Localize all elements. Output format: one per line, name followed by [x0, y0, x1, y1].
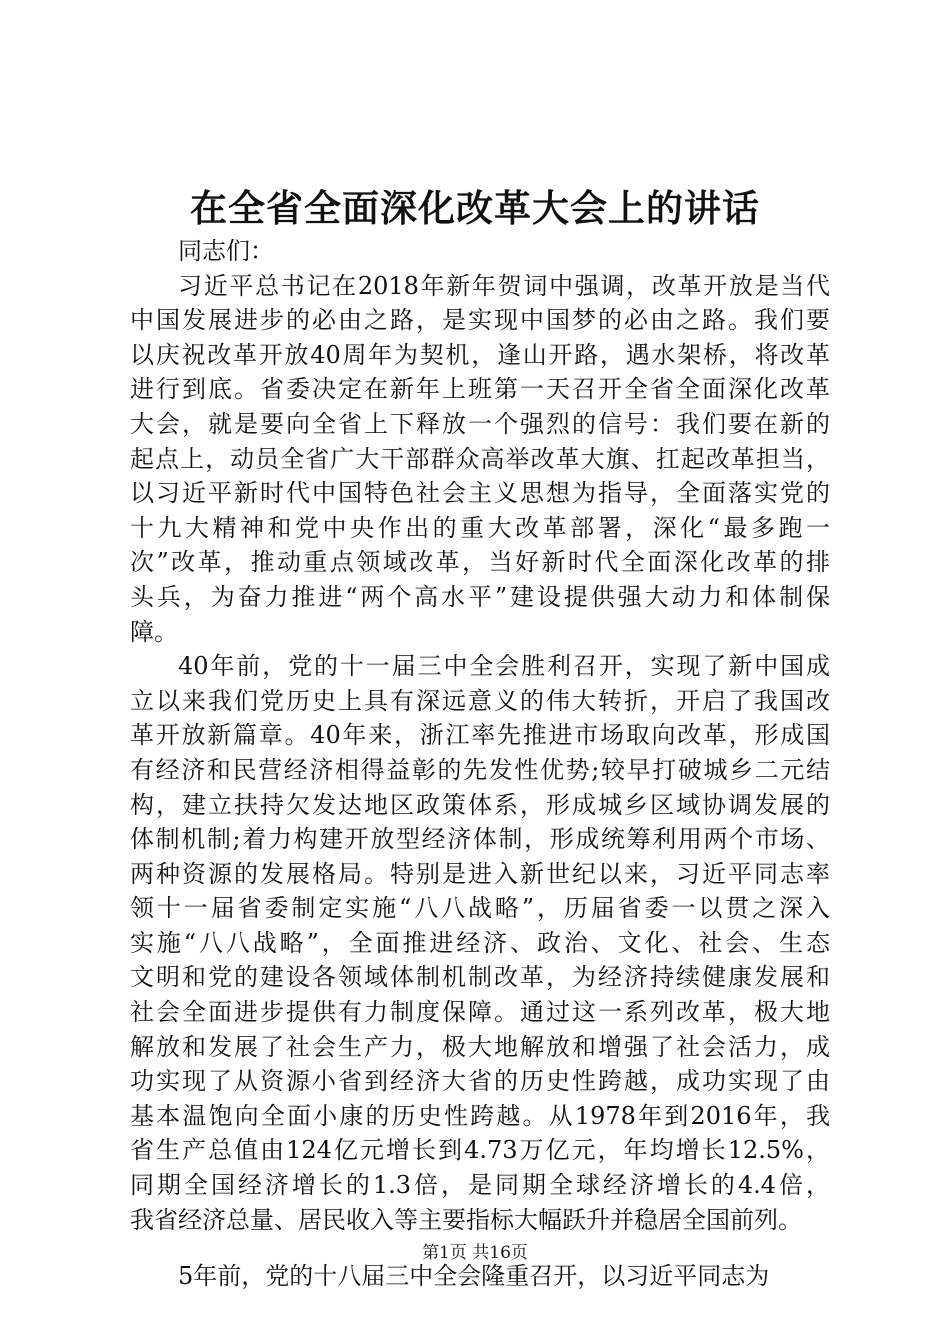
text-line: 习近平总书记在2018年新年贺词中强调，改革开放是当代 — [178, 271, 830, 300]
text-line: 进行到底。省委决定在新年上班第一天召开全省全面深化改革 — [130, 375, 830, 404]
paragraph-1 — [130, 269, 830, 650]
text-line: 体制机制;着力构建开放型经济体制，形成统筹利用两个市场、 — [130, 825, 830, 854]
text-line: 我省经济总量、居民收入等主要指标大幅跃升并稳居全国前列。 — [130, 1205, 802, 1234]
text-line: 有经济和民营经济相得益彰的先发性优势;较早打破城乡二元结 — [130, 755, 830, 784]
text-line: 实施“八八战略”，全面推进经济、政治、文化、社会、生态 — [130, 928, 830, 957]
text-line: 立以来我们党历史上具有深远意义的伟大转折，开启了我国改 — [130, 686, 830, 715]
text-line: 领十一届省委制定实施“八八战略”，历届省委一以贯之深入 — [130, 894, 830, 923]
text-line: 大会，就是要向全省上下释放一个强烈的信号：我们要在新的 — [130, 409, 830, 438]
paragraph-2 — [130, 649, 830, 1237]
text-line: 功实现了从资源小省到经济大省的历史性跨越，成功实现了由 — [130, 1067, 830, 1096]
text-line: 社会全面进步提供有力制度保障。通过这一系列改革，极大地 — [130, 998, 830, 1027]
text-line: 次”改革，推动重点领域改革，当好新时代全面深化改革的排 — [130, 548, 830, 577]
text-line: 40年前，党的十一届三中全会胜利召开，实现了新中国成 — [178, 652, 830, 681]
text-line: 构，建立扶持欠发达地区政策体系，形成城乡区域协调发展的 — [130, 790, 830, 819]
text-line: 同期全国经济增长的1.3倍，是同期全球经济增长的4.4倍， — [130, 1171, 830, 1200]
text-line: 基本温饱向全面小康的历史性跨越。从1978年到2016年，我 — [130, 1101, 830, 1130]
text-line: 起点上，动员全省广大干部群众高举改革大旗、扛起改革担当， — [130, 444, 830, 473]
text-line: 中国发展进步的必由之路，是实现中国梦的必由之路。我们要 — [130, 306, 830, 335]
text-line: 解放和发展了社会生产力，极大地解放和增强了社会活力，成 — [130, 1032, 830, 1061]
text-line: 省生产总值由124亿元增长到4.73万亿元，年均增长12.5%， — [130, 1136, 830, 1165]
text-line: 5年前，党的十八届三中全会隆重召开，以习近平同志为 — [178, 1262, 770, 1291]
text-line: 以习近平新时代中国特色社会主义思想为指导，全面落实党的 — [130, 479, 830, 508]
text-line: 革开放新篇章。40年来，浙江率先推进市场取向改革，形成国 — [130, 721, 830, 750]
document-title: 在全省全面深化改革大会上的讲话 — [190, 187, 760, 230]
salutation: 同志们： — [178, 237, 274, 265]
text-line: 文明和党的建设各领域体制机制改革，为经济持续健康发展和 — [130, 963, 830, 992]
text-line: 以庆祝改革开放40周年为契机，逢山开路，遇水架桥，将改革 — [130, 340, 830, 369]
document-body — [130, 234, 830, 1294]
text-line: 障。 — [130, 617, 178, 646]
text-line: 十九大精神和党中央作出的重大改革部署，深化“最多跑一 — [130, 513, 830, 542]
page-number-footer: 第1页 共16页 — [422, 1243, 528, 1263]
text-line: 头兵，为奋力推进“两个高水平”建设提供强大动力和体制保 — [130, 582, 830, 611]
text-line: 两种资源的发展格局。特别是进入新世纪以来，习近平同志率 — [130, 859, 830, 888]
